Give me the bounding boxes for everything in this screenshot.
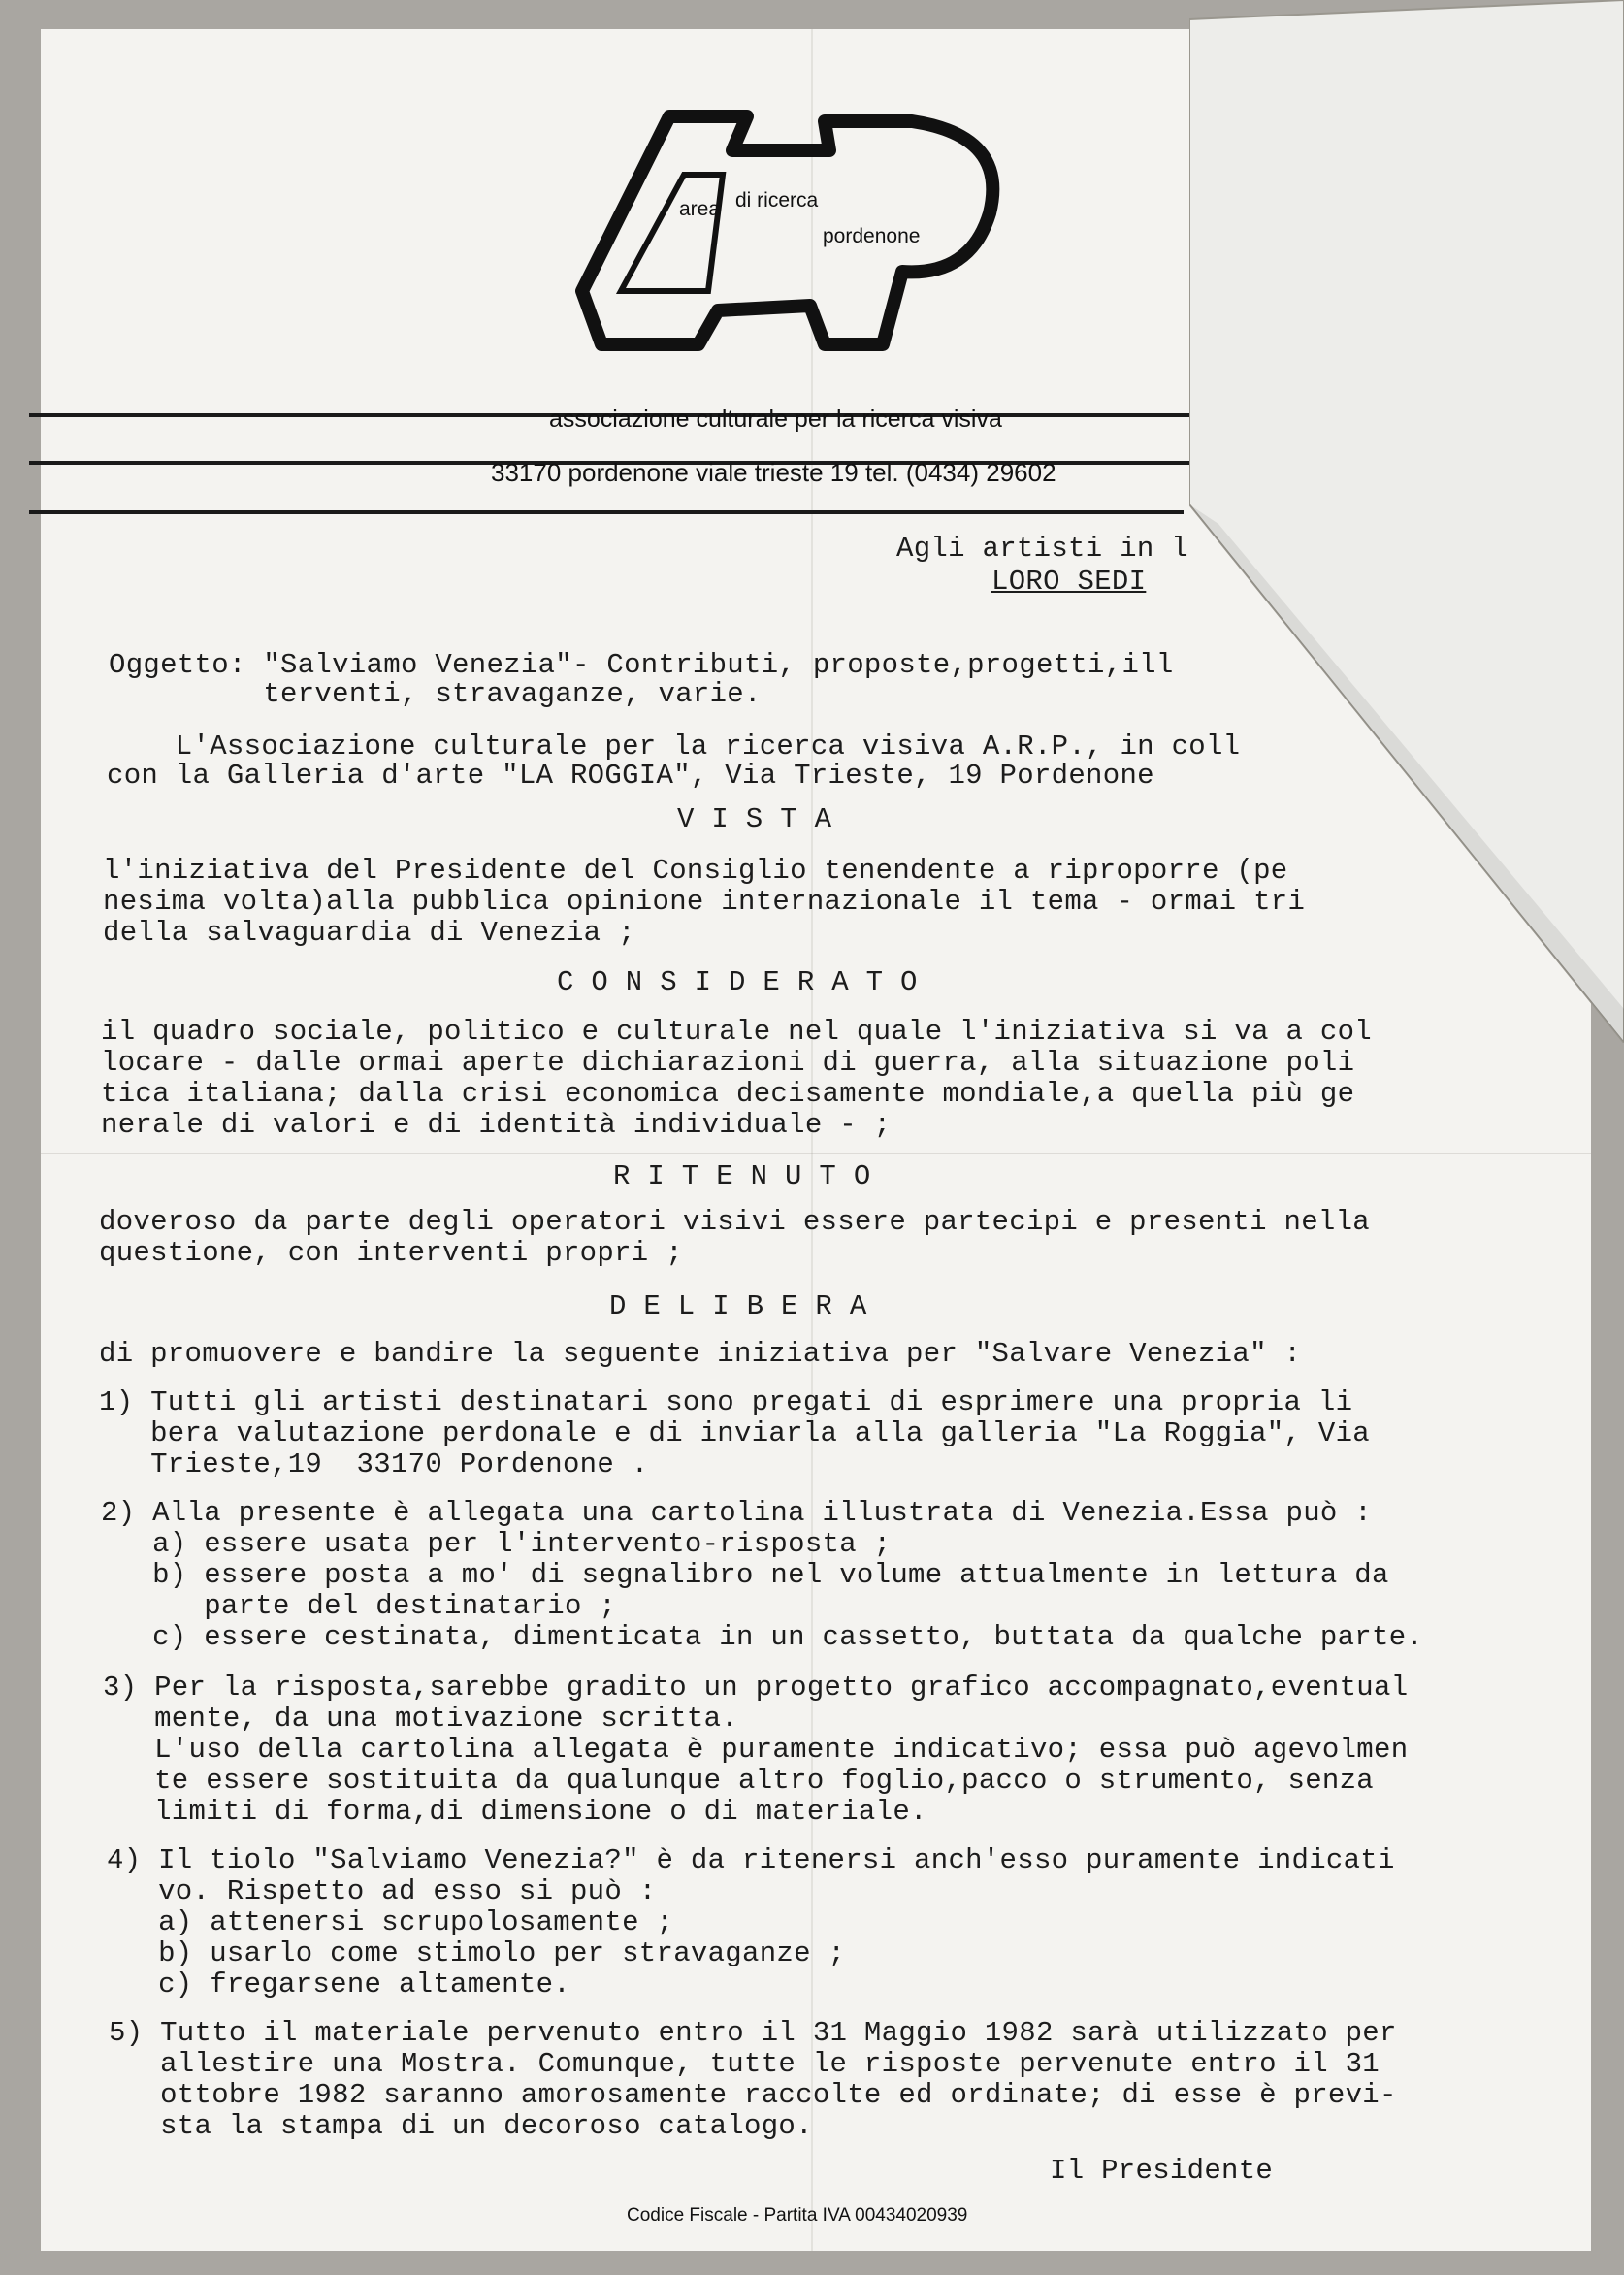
point-3-line-2: mente, da una motivazione scritta. xyxy=(103,1703,739,1735)
vista-line-2: nesima volta)alla pubblica opinione internazionale il tema - ormai tri xyxy=(103,886,1306,918)
subject-line-2: terventi, stravaganze, varie. xyxy=(109,678,762,710)
point-4-line-2: vo. Rispetto ad esso si può : xyxy=(107,1875,657,1907)
point-2-line-4: parte del destinatario ; xyxy=(101,1590,617,1622)
delibera-intro: di promuovere e bandire la seguente iniziativa per "Salvare Venezia" : xyxy=(99,1338,1302,1370)
logo-text-di-ricerca: di ricerca xyxy=(735,189,819,211)
letterhead-rule-bottom xyxy=(29,510,1184,514)
heading-vista: VISTA xyxy=(677,803,850,835)
logo-text-area: area xyxy=(679,198,721,220)
considerato-line-2: locare - dalle ormai aperte dichiarazioni di guerra, alla situazione poli xyxy=(101,1047,1355,1079)
point-2-line-2: a) essere usata per l'intervento-risposta ; xyxy=(101,1528,892,1560)
point-1-line-2: bera valutazione perdonale e di inviarla alla galleria "La Roggia", Via xyxy=(99,1417,1371,1449)
vista-line-1: l'iniziativa del Presidente del Consiglio tenendente a riproporre (pe xyxy=(103,855,1288,887)
heading-ritenuto: RITENUTO xyxy=(613,1160,889,1192)
considerato-line-4: nerale di valori e di identità individuale - ; xyxy=(101,1109,892,1141)
considerato-line-3: tica italiana; dalla crisi economica decisamente mondiale,a quella più ge xyxy=(101,1078,1355,1110)
heading-delibera: DELIBERA xyxy=(609,1290,885,1322)
heading-considerato: CONSIDERATO xyxy=(557,966,935,998)
ritenuto-line-1: doveroso da parte degli operatori visivi essere partecipi e presenti nella xyxy=(99,1206,1371,1238)
folded-corner-flap xyxy=(1189,0,1624,1043)
footer-codice-fiscale: Codice Fiscale - Partita IVA 00434020939 xyxy=(627,2205,968,2226)
point-2-line-5: c) essere cestinata, dimenticata in un cassetto, buttata da qualche parte. xyxy=(101,1621,1424,1653)
signature-presidente: Il Presidente xyxy=(1050,2155,1274,2187)
association-address: 33170 pordenone viale trieste 19 tel. (0434) 29602 xyxy=(491,458,1056,487)
vista-line-3: della salvaguardia di Venezia ; xyxy=(103,917,635,949)
point-3-line-1: 3) Per la risposta,sarebbe gradito un progetto grafico accompagnato,eventual xyxy=(103,1672,1409,1704)
point-3-line-4: te essere sostituita da qualunque altro foglio,pacco o strumento, senza xyxy=(103,1765,1375,1797)
point-5-line-4: sta la stampa di un decoroso catalogo. xyxy=(109,2110,813,2142)
fold-crease-horizontal xyxy=(41,1153,1591,1154)
point-5-line-1: 5) Tutto il materiale pervenuto entro il 31 Maggio 1982 sarà utilizzato per xyxy=(109,2017,1397,2049)
arp-logo xyxy=(563,97,1048,369)
recipient-loro-sedi: LORO SEDI xyxy=(991,566,1147,598)
subject-line-1: Oggetto: "Salviamo Venezia"- Contributi, proposte,progetti,ill xyxy=(109,649,1174,681)
association-name: associazione culturale per la ricerca visiva xyxy=(549,406,1002,433)
intro-line-2: con la Galleria d'arte "LA ROGGIA", Via Trieste, 19 Pordenone xyxy=(107,760,1154,792)
point-2-line-3: b) essere posta a mo' di segnalibro nel volume attualmente in lettura da xyxy=(101,1559,1389,1591)
considerato-line-1: il quadro sociale, politico e culturale nel quale l'iniziativa si va a col xyxy=(101,1016,1373,1048)
point-5-line-3: ottobre 1982 saranno amorosamente raccolte ed ordinate; di esse è previ- xyxy=(109,2079,1397,2111)
ritenuto-line-2: questione, con interventi propri ; xyxy=(99,1237,683,1269)
point-5-line-2: allestire una Mostra. Comunque, tutte le risposte pervenute entro il 31 xyxy=(109,2048,1380,2080)
point-1-line-3: Trieste,19 33170 Pordenone . xyxy=(99,1448,649,1480)
point-2-line-1: 2) Alla presente è allegata una cartolina illustrata di Venezia.Essa può : xyxy=(101,1497,1373,1529)
point-4-line-1: 4) Il tiolo "Salviamo Venezia?" è da ritenersi anch'esso puramente indicati xyxy=(107,1844,1395,1876)
point-4-line-5: c) fregarsene altamente. xyxy=(107,1968,570,2000)
point-4-line-4: b) usarlo come stimolo per stravaganze ; xyxy=(107,1937,846,1969)
logo-text-pordenone: pordenone xyxy=(823,225,921,247)
point-3-line-5: limiti di forma,di dimensione o di materiale. xyxy=(103,1796,927,1828)
intro-line-1: L'Associazione culturale per la ricerca visiva A.R.P., in coll xyxy=(107,731,1241,763)
point-1-line-1: 1) Tutti gli artisti destinatari sono pregati di esprimere una propria li xyxy=(99,1386,1353,1418)
point-3-line-3: L'uso della cartolina allegata è puramente indicativo; essa può agevolmen xyxy=(103,1734,1409,1766)
recipient-line: Agli artisti in l xyxy=(896,533,1188,565)
point-4-line-3: a) attenersi scrupolosamente ; xyxy=(107,1906,674,1938)
